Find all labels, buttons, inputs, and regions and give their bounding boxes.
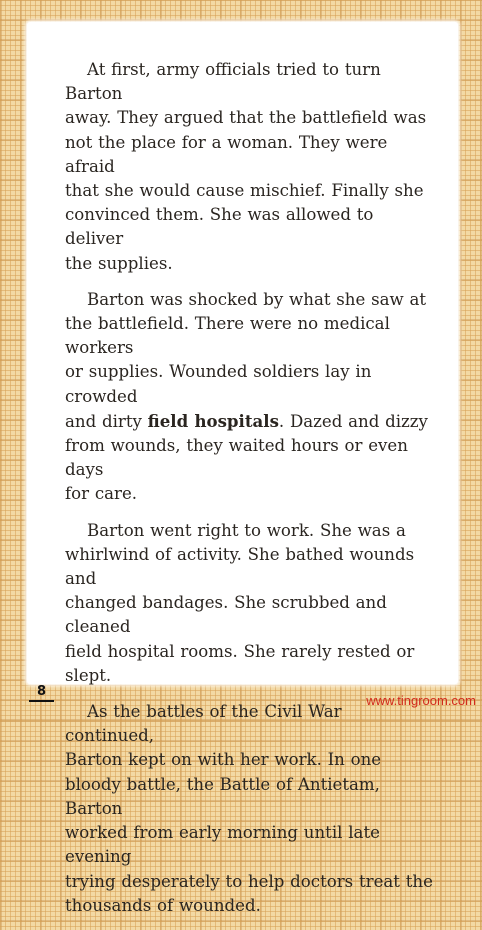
paragraph: Barton went right to work. She was a whirlwind of activity. She bathed wounds and changed bandages. She scrubbed and cleaned field hospital rooms. She rarely rested or slept. — [65, 520, 415, 685]
page-number-rule — [29, 700, 54, 702]
paragraph: As the battles of the Civil War continued, Barton kept on with her work. In one bloody battle, the Battle of Antietam, Barton worked from early morning until late evening trying desperately to help doctors treat the thousands of wounded. — [65, 702, 433, 915]
paragraph-with-term — [65, 288, 435, 507]
watermark: www.tingroom.com — [366, 693, 476, 708]
paragraph: At first, army officials tried to turn Barton away. They argued that the battlefield was not the place for a woman. They were afraid that she would cause mischief. Finally she convinced them. She was allowed to deliver the supplies. — [65, 60, 427, 273]
paragraph-text: . Dazed and dizzy from wounds, they waited hours or even days for care. — [65, 411, 428, 504]
glossary-term: field hospitals — [147, 410, 279, 431]
body-text — [65, 58, 435, 930]
page-number: 8 — [37, 684, 47, 699]
paragraph-text: Barton was shocked by what she saw at the battlefield. There were no medical workers or supplies. Wounded soldiers lay in crowded and dirty — [65, 289, 427, 431]
